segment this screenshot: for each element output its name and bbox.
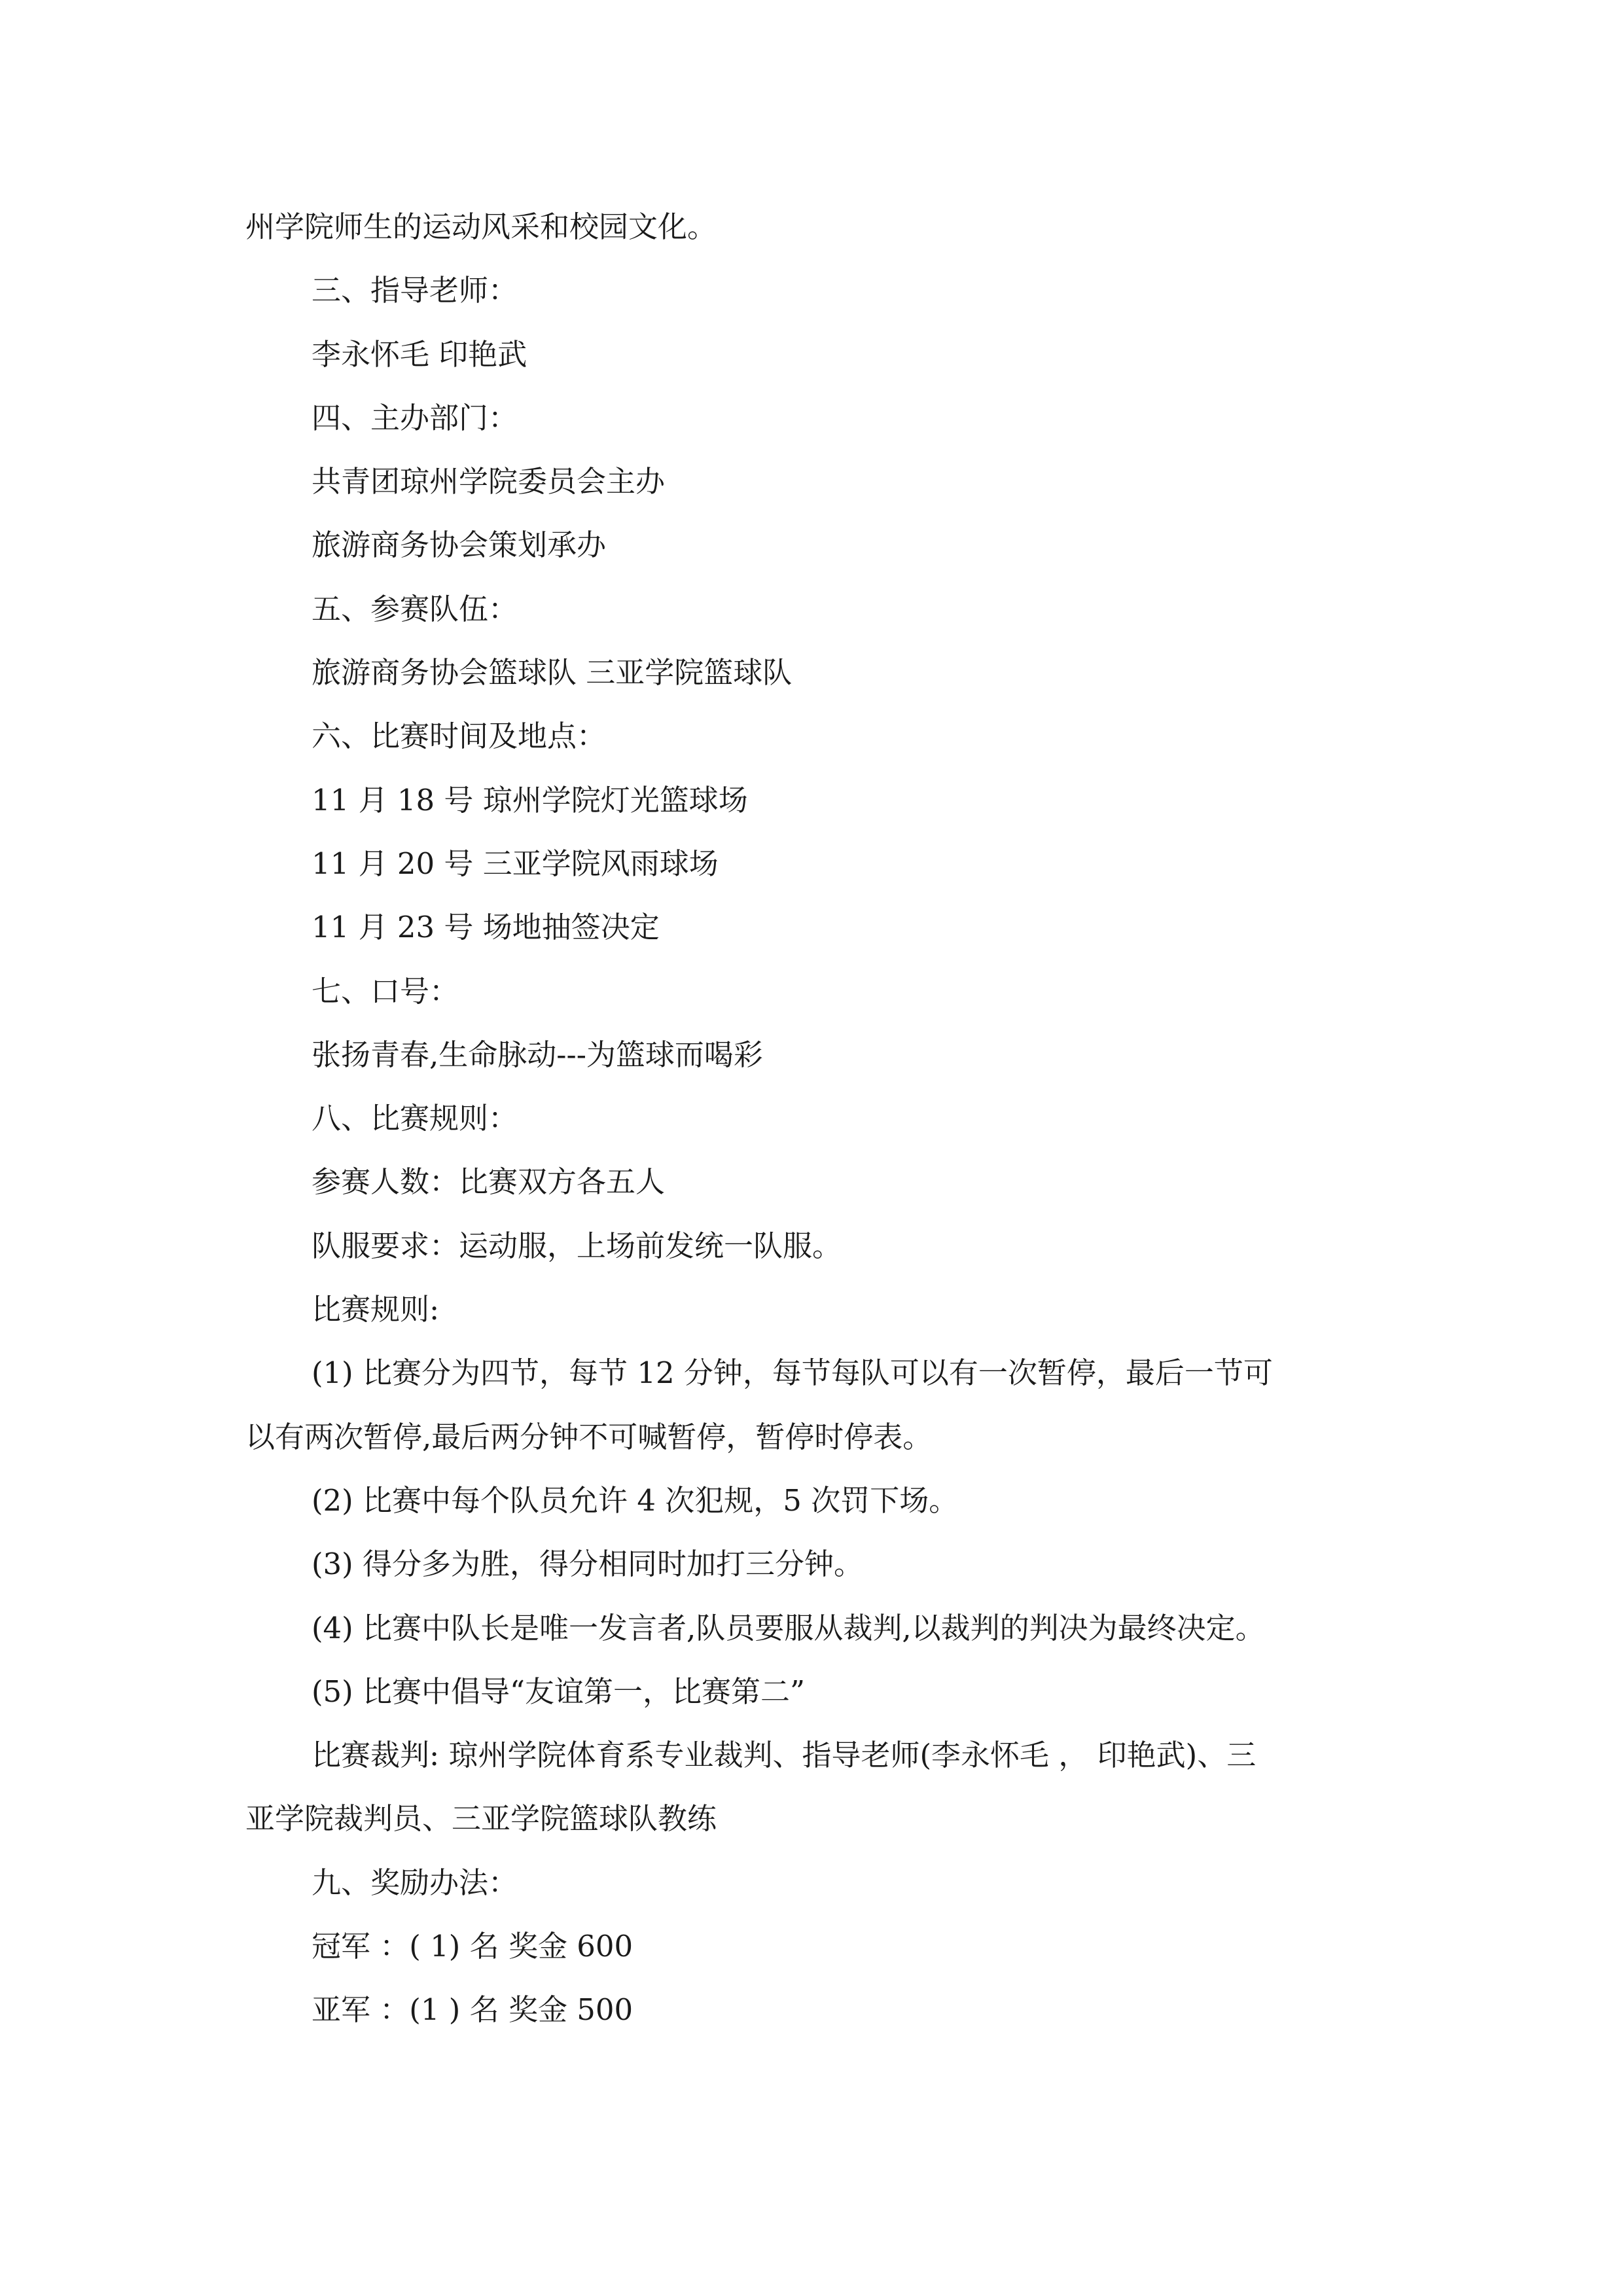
text-line: (1) 比赛分为四节，每节 12 分钟，每节每队可以有一次暂停，最后一节可: [312, 1355, 1273, 1391]
text-line: 参赛人数：比赛双方各五人: [312, 1164, 666, 1200]
text-line: 三、指导老师：: [312, 273, 518, 308]
text-line: (3) 得分多为胜，得分相同时加打三分钟。: [312, 1547, 864, 1582]
text-line: 八、比赛规则：: [312, 1101, 518, 1136]
text-line: 亚军 ：(1 ) 名 奖金 500: [312, 1992, 633, 2028]
text-line: 比赛规则:: [312, 1292, 440, 1327]
document-body: [245, 195, 1378, 2042]
text-line: 旅游商务协会策划承办: [312, 528, 607, 563]
text-line: 共青团琼州学院委员会主办: [312, 464, 666, 499]
text-line: 州学院师生的运动风采和校园文化。: [245, 209, 717, 244]
text-line: (4) 比赛中队长是唯一发言者,队员要服从裁判,以裁判的判决为最终决定。: [312, 1610, 1265, 1645]
text-line: 旅游商务协会篮球队 三亚学院篮球队: [312, 655, 793, 691]
text-line: 比赛裁判: 琼州学院体育系专业裁判、指导老师(李永怀毛 ， 印艳武)、三: [312, 1738, 1257, 1773]
text-line: 李永怀毛 印艳武: [312, 336, 527, 372]
text-line: 以有两次暂停,最后两分钟不可喊暂停，暂停时停表。: [245, 1419, 933, 1454]
text-line: 冠军 ：( 1) 名 奖金 600: [312, 1929, 633, 1964]
text-line: 11 月 23 号 场地抽签决定: [312, 910, 660, 945]
text-line: 亚学院裁判员、三亚学院篮球队教练: [245, 1801, 717, 1837]
text-line: 张扬青春,生命脉动---为篮球而喝彩: [312, 1037, 763, 1072]
text-line: (2) 比赛中每个队员允许 4 次犯规，5 次罚下场。: [312, 1482, 959, 1518]
text-line: 五、参赛队伍：: [312, 591, 518, 626]
text-line: 11 月 20 号 三亚学院风雨球场: [312, 846, 719, 881]
text-line: 队服要求：运动服，上场前发统一队服。: [312, 1228, 842, 1263]
text-line: (5) 比赛中倡导“友谊第一，比赛第二”: [312, 1674, 806, 1709]
text-line: 九、奖励办法：: [312, 1865, 518, 1900]
text-line: 六、比赛时间及地点：: [312, 719, 607, 754]
text-line: 11 月 18 号 琼州学院灯光篮球场: [312, 782, 748, 817]
text-line: 七、口号：: [312, 973, 459, 1009]
text-line: 四、主办部门：: [312, 400, 518, 435]
